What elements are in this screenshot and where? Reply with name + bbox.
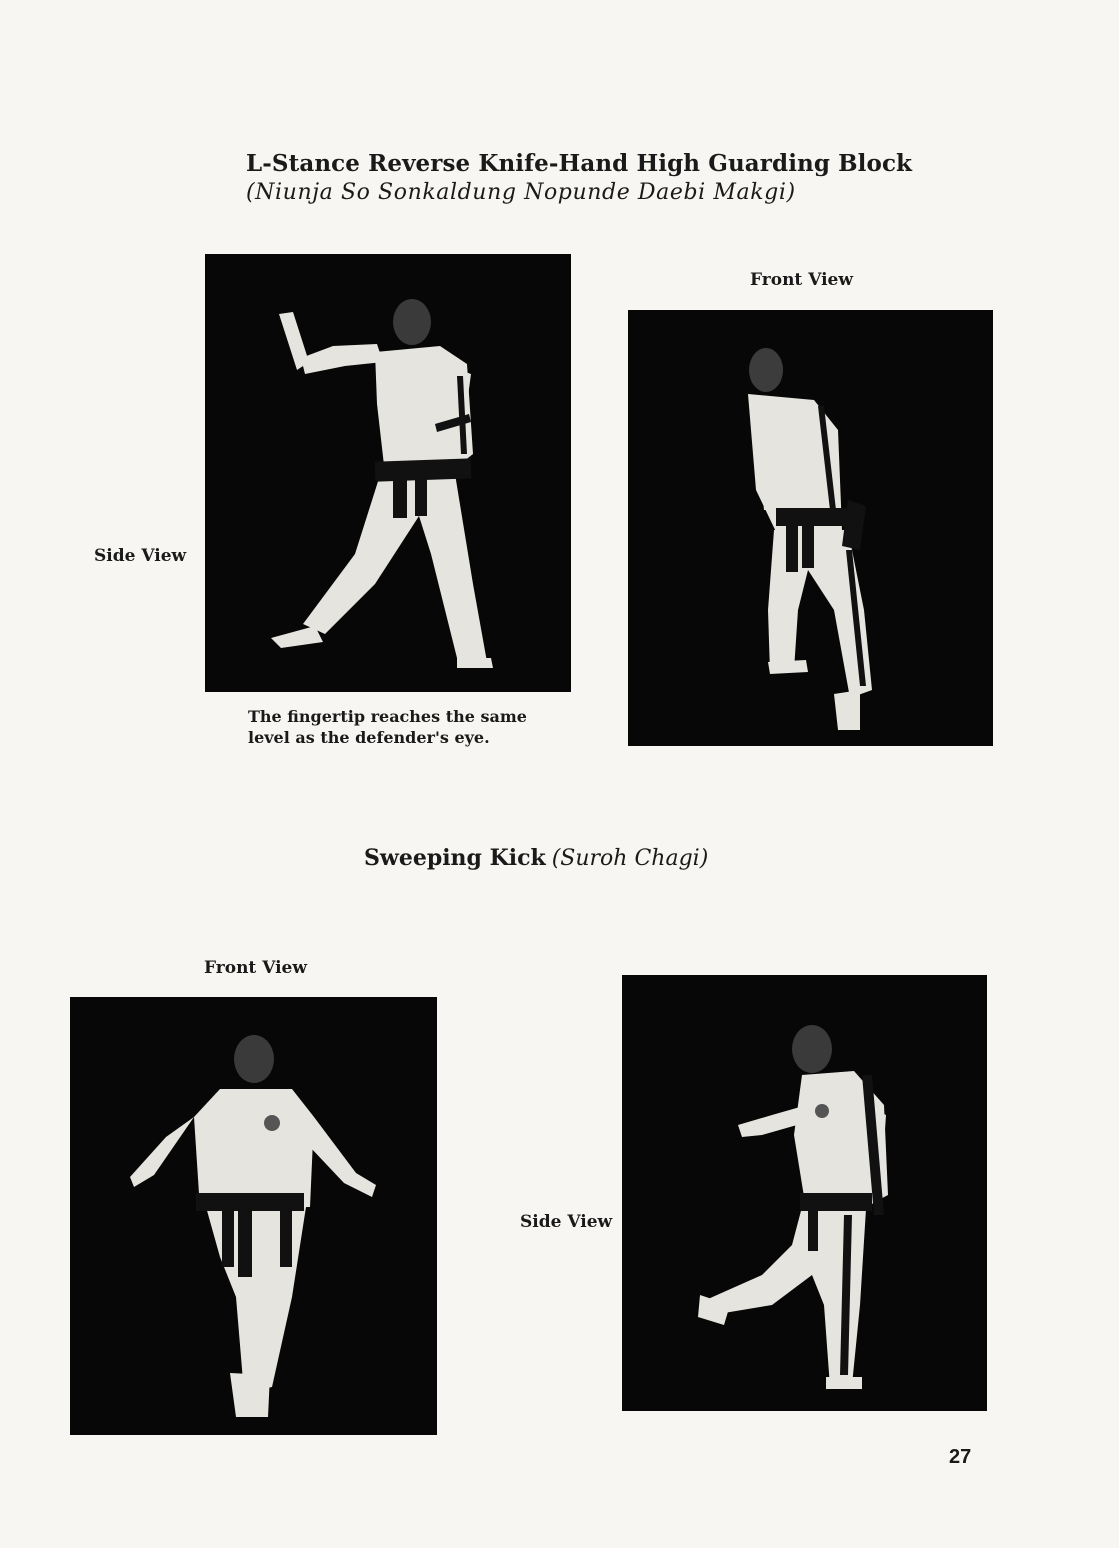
photo-l-stance-side-view — [205, 254, 571, 692]
side-view-label-1: Side View — [94, 546, 187, 566]
side-view-label-2: Side View — [520, 1212, 613, 1232]
photo-l-stance-front-view — [628, 310, 993, 746]
photo-sweeping-kick-front-view — [70, 997, 437, 1435]
section2-title-text: Sweeping Kick — [364, 845, 546, 871]
page-number: 27 — [949, 1446, 972, 1468]
section1-title: L-Stance Reverse Knife-Hand High Guarding Block — [246, 150, 913, 177]
section2-subtitle: (Suroh Chagi) — [551, 846, 709, 871]
section2-title — [364, 845, 708, 871]
front-view-label-1: Front View — [750, 270, 853, 290]
photo-sweeping-kick-side-view — [622, 975, 987, 1411]
photo-caption: The fingertip reaches the same level as the defender's eye. — [248, 707, 527, 747]
front-view-label-2: Front View — [204, 958, 307, 978]
section1-subtitle: (Niunja So Sonkaldung Nopunde Daebi Makgi) — [246, 180, 796, 205]
